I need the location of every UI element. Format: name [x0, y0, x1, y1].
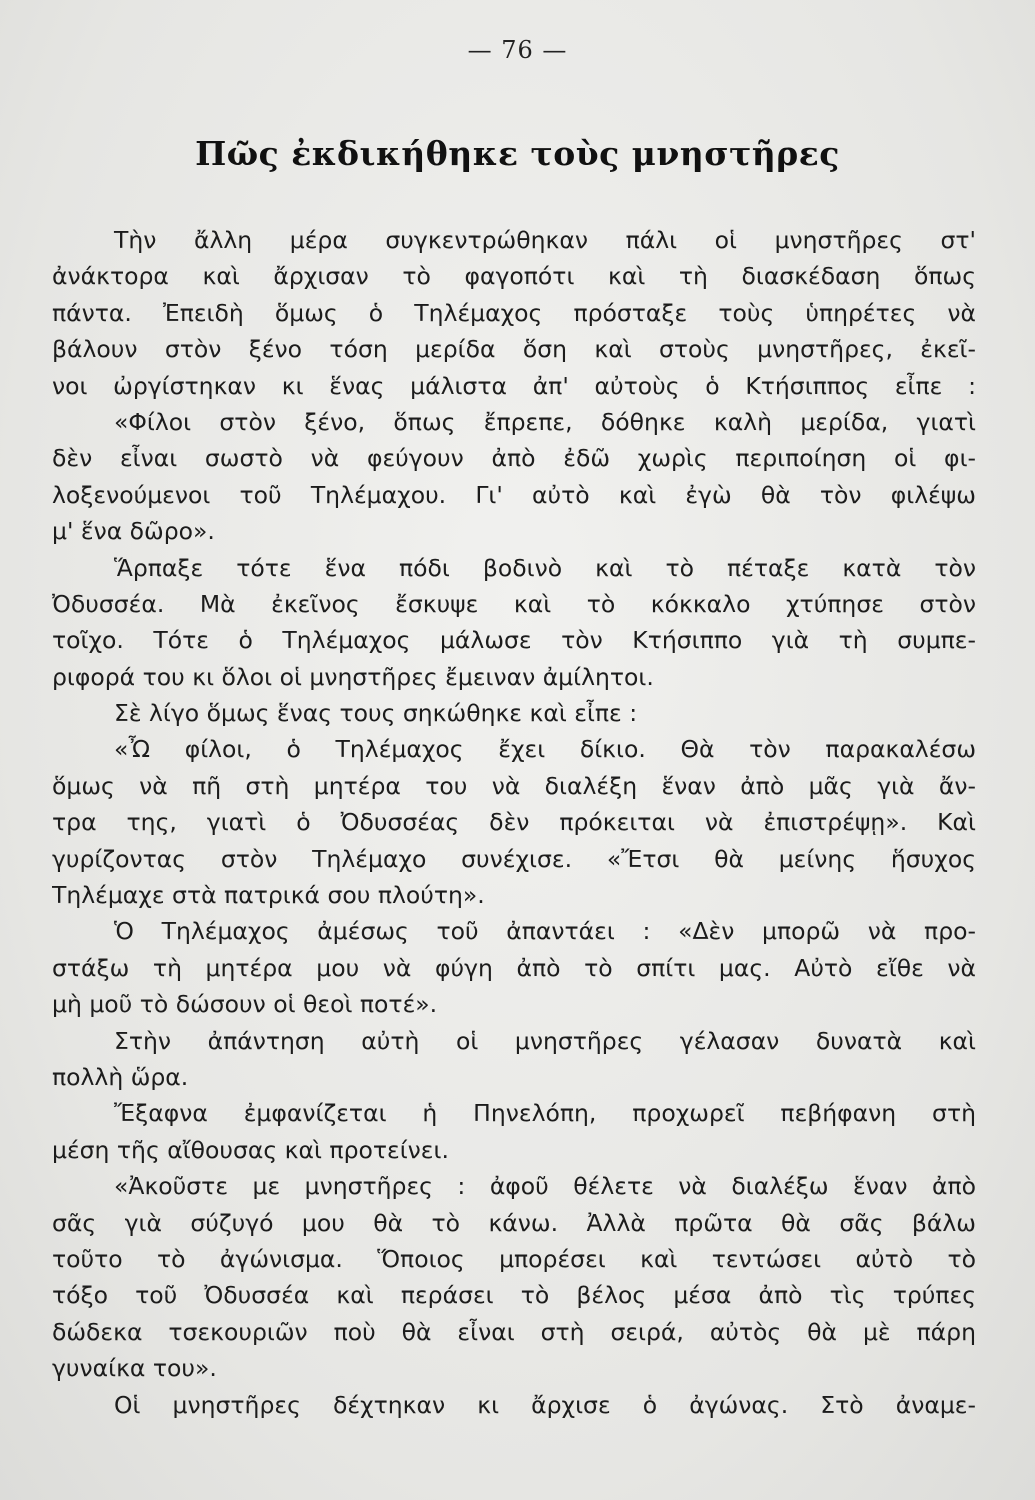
text-line: Οἱ μνηστῆρες δέχτηκαν κι ἄρχισε ὁ ἀγώνας. Στὸ ἀναμε-: [114, 1390, 976, 1419]
text-line: δώδεκα τσεκουριῶν ποὺ θὰ εἶναι στὴ σειρά, αὐτὸς θὰ μὲ πάρη: [52, 1317, 976, 1346]
text-line: νοι ὠργίστηκαν κι ἕνας μάλιστα ἀπ' αὐτοὺς ὁ Κτήσιππος εἶπε :: [52, 371, 976, 400]
text-line: ριφορά του κι ὅλοι οἱ μνηστῆρες ἔμειναν ἀμίλητοι.: [52, 662, 654, 691]
text-line: Ἔξαφνα ἐμφανίζεται ἡ Πηνελόπη, προχωρεῖ πεβήφανη στὴ: [114, 1099, 976, 1128]
chapter-title: Πῶς ἐκδικήθηκε τοὺς μνηστῆρες: [195, 134, 840, 173]
text-line: βάλουν στὸν ξένο τόση μερίδα ὅση καὶ στοὺς μνηστῆρες, ἐκεῖ-: [52, 335, 976, 364]
text-line: Ἅρπαξε τότε ἕνα πόδι βοδινὸ καὶ τὸ πέταξε κατὰ τὸν: [114, 553, 976, 582]
text-line: πολλὴ ὥρα.: [52, 1062, 189, 1091]
text-line: γυναίκα του».: [52, 1354, 217, 1383]
text-line: Τὴν ἄλλη μέρα συγκεντρώθηκαν πάλι οἱ μνηστῆρες στ': [114, 226, 976, 254]
text-line: τρα της, γιατὶ ὁ Ὀδυσσέας δὲν πρόκειται νὰ ἐπιστρέψῃ». Καὶ: [52, 808, 976, 837]
text-line: γυρίζοντας στὸν Τηλέμαχο συνέχισε. «Ἔτσι θὰ μείνης ἥσυχος: [52, 844, 976, 873]
text-line: «Ἀκοῦστε με μνηστῆρες : ἀφοῦ θέλετε νὰ διαλέξω ἕναν ἀπὸ: [114, 1172, 976, 1201]
text-line: Σὲ λίγο ὅμως ἕνας τους σηκώθηκε καὶ εἶπε :: [114, 699, 638, 728]
text-line: τόξο τοῦ Ὀδυσσέα καὶ περάσει τὸ βέλος μέσα ἀπὸ τὶς τρύπες: [52, 1281, 976, 1310]
text-line: Ὁ Τηλέμαχος ἀμέσως τοῦ ἀπαντάει : «Δὲν μπορῶ νὰ προ-: [114, 917, 976, 946]
text-line: δὲν εἶναι σωστὸ νὰ φεύγουν ἀπὸ ἐδῶ χωρὶς περιποίηση οἱ φι-: [52, 444, 976, 473]
text-line: πάντα. Ἐπειδὴ ὅμως ὁ Τηλέμαχος πρόσταξε τοὺς ὑπηρέτες νὰ: [52, 298, 976, 327]
text-line: στάξω τὴ μητέρα μου νὰ φύγη ἀπὸ τὸ σπίτι μας. Αὐτὸ εἴθε νὰ: [52, 953, 976, 982]
text-line: Τηλέμαχε στὰ πατρικά σου πλούτη».: [52, 881, 485, 910]
text-line: Στὴν ἀπάντηση αὐτὴ οἱ μνηστῆρες γέλασαν δυνατὰ καὶ: [114, 1026, 976, 1055]
text-line: «Ὦ φίλοι, ὁ Τηλέμαχος ἔχει δίκιο. Θὰ τὸν παρακαλέσω: [114, 735, 976, 764]
text-line: Ὀδυσσέα. Μὰ ἐκεῖνος ἔσκυψε καὶ τὸ κόκκαλο χτύπησε στὸν: [52, 589, 976, 618]
text-line: τοῖχο. Τότε ὁ Τηλέμαχος μάλωσε τὸν Κτήσιππο γιὰ τὴ συμπε-: [52, 626, 976, 655]
text-line: μέση τῆς αἴθουσας καὶ προτείνει.: [52, 1135, 449, 1164]
text-line: λοξενούμενοι τοῦ Τηλέμαχου. Γι' αὐτὸ καὶ ἐγὼ θὰ τὸν φιλέψω: [52, 480, 976, 509]
text-line: ἀνάκτορα καὶ ἄρχισαν τὸ φαγοπότι καὶ τὴ διασκέδαση ὅπως: [52, 262, 976, 291]
text-line: μ' ἕνα δῶρο».: [52, 517, 215, 546]
text-line: τοῦτο τὸ ἀγώνισμα. Ὅποιος μπορέσει καὶ τεντώσει αὐτὸ τὸ: [52, 1244, 976, 1273]
text-line: ὅμως νὰ πῆ στὴ μητέρα του νὰ διαλέξη ἕναν ἀπὸ μᾶς γιὰ ἄν-: [52, 771, 976, 800]
text-line: μὴ μοῦ τὸ δώσουν οἱ θεοὶ ποτέ».: [52, 990, 438, 1019]
text-line: σᾶς γιὰ σύζυγό μου θὰ τὸ κάνω. Ἀλλὰ πρῶτα θὰ σᾶς βάλω: [52, 1208, 976, 1237]
text-line: «Φίλοι στὸν ξένο, ὅπως ἔπρεπε, δόθηκε καλὴ μερίδα, γιατὶ: [114, 407, 976, 436]
page-number: — 76 —: [467, 36, 568, 64]
body-text: [52, 222, 976, 1423]
